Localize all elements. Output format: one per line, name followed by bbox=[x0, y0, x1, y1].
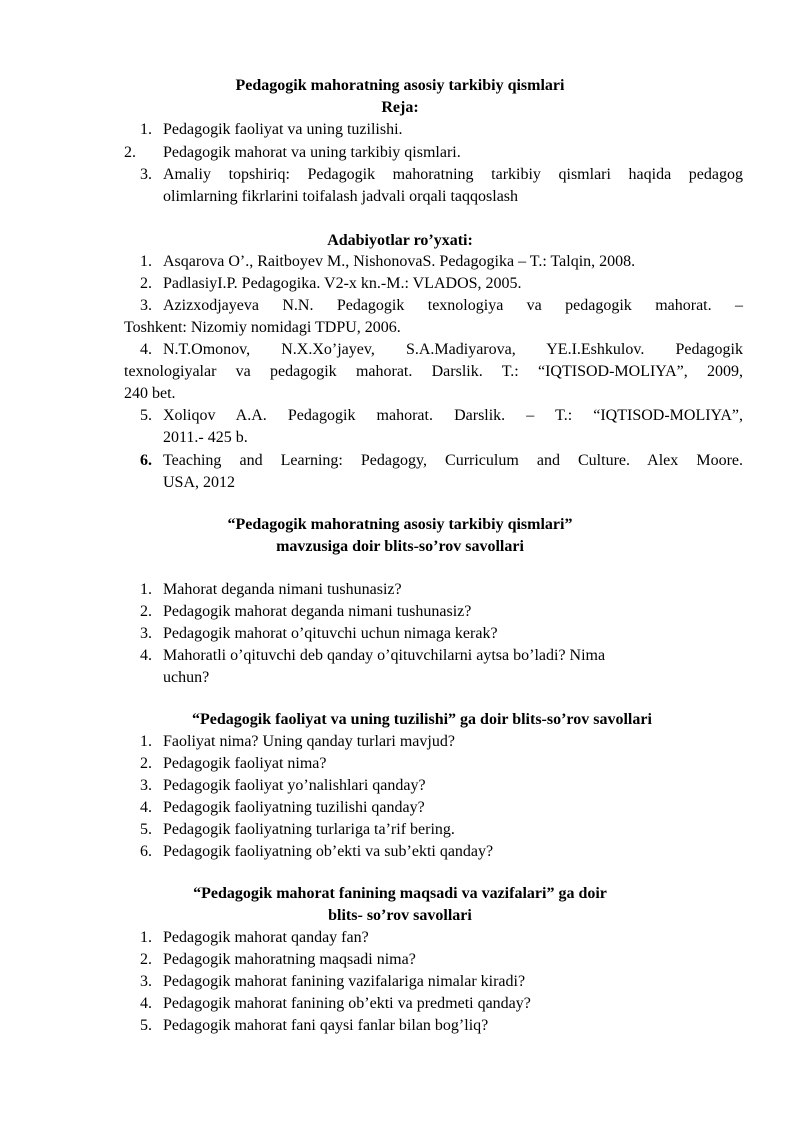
question-number: 6. bbox=[140, 843, 152, 860]
reference-number: 2. bbox=[140, 275, 152, 292]
plan-item-text-continued: olimlarning fikrlarini toifalash jadvali orqali taqqoslash bbox=[163, 188, 519, 205]
question-text: Mahorat deganda nimani tushunasiz? bbox=[163, 581, 402, 598]
question-text: Pedagogik mahorat deganda nimani tushunasiz? bbox=[163, 603, 472, 620]
reference-text-continued: Toshkent: Nizomiy nomidagi TDPU, 2006. bbox=[124, 319, 401, 336]
document-title: Pedagogik mahoratning asosiy tarkibiy qismlari bbox=[235, 77, 565, 94]
reference-number: 3. bbox=[140, 297, 152, 314]
plan-item-number: 3. bbox=[140, 166, 152, 183]
question-text: Pedagogik mahorat qanday fan? bbox=[163, 929, 369, 946]
question-text: Pedagogik mahorat fanining vazifalariga nimalar kiradi? bbox=[163, 973, 526, 990]
reference-text: Teaching and Learning: Pedagogy, Curriculum and Culture. Alex Moore. bbox=[163, 452, 743, 469]
question-text: Pedagogik mahorat fanining ob’ekti va predmeti qanday? bbox=[163, 995, 531, 1012]
reference-text-continued: 240 bet. bbox=[124, 385, 176, 402]
reference-text: PadlasiyI.P. Pedagogika. V2-x kn.-M.: VLADOS, 2005. bbox=[163, 275, 522, 292]
question-text: Pedagogik mahorat o’qituvchi uchun nimaga kerak? bbox=[163, 625, 498, 642]
question-number: 3. bbox=[140, 777, 152, 794]
question-number: 3. bbox=[140, 625, 152, 642]
question-number: 1. bbox=[140, 929, 152, 946]
question-number: 2. bbox=[140, 603, 152, 620]
question-text: Pedagogik mahorat fani qaysi fanlar bilan bog’liq? bbox=[163, 1017, 489, 1034]
section3-heading-continued: blits- so’rov savollari bbox=[328, 907, 472, 924]
question-number: 1. bbox=[140, 581, 152, 598]
question-number: 1. bbox=[140, 733, 152, 750]
reference-text: N.T.Omonov, N.X.Xo’jayev, S.A.Madiyarova, YE.I.Eshkulov. Pedagogik bbox=[163, 341, 743, 358]
reference-number: 6. bbox=[140, 452, 152, 469]
plan-item-number: 2. bbox=[124, 144, 136, 161]
question-number: 5. bbox=[140, 821, 152, 838]
reference-number: 5. bbox=[140, 407, 152, 424]
section1-heading-continued: mavzusiga doir blits-so’rov savollari bbox=[276, 538, 524, 555]
reference-text-continued: USA, 2012 bbox=[163, 474, 236, 491]
section3-heading: “Pedagogik mahorat fanining maqsadi va vazifalari” ga doir bbox=[193, 885, 607, 902]
question-text: Pedagogik faoliyatning ob’ekti va sub’ekti qanday? bbox=[163, 843, 494, 860]
references-heading: Adabiyotlar ro’yxati: bbox=[327, 232, 473, 249]
reference-text: Asqarova O’., Raitboyev M., NishonovaS. Pedagogika – T.: Talqin, 2008. bbox=[163, 253, 636, 270]
reference-text-continued: 2011.- 425 b. bbox=[163, 429, 248, 446]
question-text: Faoliyat nima? Uning qanday turlari mavjud? bbox=[163, 733, 455, 750]
question-number: 2. bbox=[140, 951, 152, 968]
question-number: 4. bbox=[140, 799, 152, 816]
question-number: 5. bbox=[140, 1017, 152, 1034]
reference-text: Xoliqov A.A. Pedagogik mahorat. Darslik. – T.: “IQTISOD-MOLIYA”, bbox=[163, 407, 743, 424]
question-number: 4. bbox=[140, 995, 152, 1012]
question-text-continued: uchun? bbox=[163, 669, 210, 686]
reference-text: Azizxodjayeva N.N. Pedagogik texnologiya va pedagogik mahorat. – bbox=[163, 297, 743, 314]
reference-number: 1. bbox=[140, 253, 152, 270]
question-text: Pedagogik mahoratning maqsadi nima? bbox=[163, 951, 416, 968]
question-number: 4. bbox=[140, 647, 152, 664]
plan-item-number: 1. bbox=[140, 121, 152, 138]
reference-number: 4. bbox=[140, 341, 152, 358]
plan-heading: Reja: bbox=[381, 99, 419, 116]
question-text: Pedagogik faoliyatning turlariga ta’rif bering. bbox=[163, 821, 455, 838]
plan-item-text: Amaliy topshiriq: Pedagogik mahoratning tarkibiy qismlari haqida pedagog bbox=[163, 166, 743, 183]
question-text: Mahoratli o’qituvchi deb qanday o’qituvchilarni aytsa bo’ladi? Nima bbox=[163, 647, 606, 664]
plan-item-text: Pedagogik faoliyat va uning tuzilishi. bbox=[163, 121, 403, 138]
question-number: 3. bbox=[140, 973, 152, 990]
section1-heading: “Pedagogik mahoratning asosiy tarkibiy qismlari” bbox=[227, 516, 573, 533]
reference-text-continued: texnologiyalar va pedagogik mahorat. Darslik. T.: “IQTISOD-MOLIYA”, 2009, bbox=[124, 363, 743, 380]
question-text: Pedagogik faoliyatning tuzilishi qanday? bbox=[163, 799, 425, 816]
plan-item-text: Pedagogik mahorat va uning tarkibiy qismlari. bbox=[163, 144, 461, 161]
question-number: 2. bbox=[140, 755, 152, 772]
section2-heading: “Pedagogik faoliyat va uning tuzilishi” ga doir blits-so’rov savollari bbox=[192, 711, 652, 728]
question-text: Pedagogik faoliyat yo’nalishlari qanday? bbox=[163, 777, 426, 794]
question-text: Pedagogik faoliyat nima? bbox=[163, 755, 327, 772]
